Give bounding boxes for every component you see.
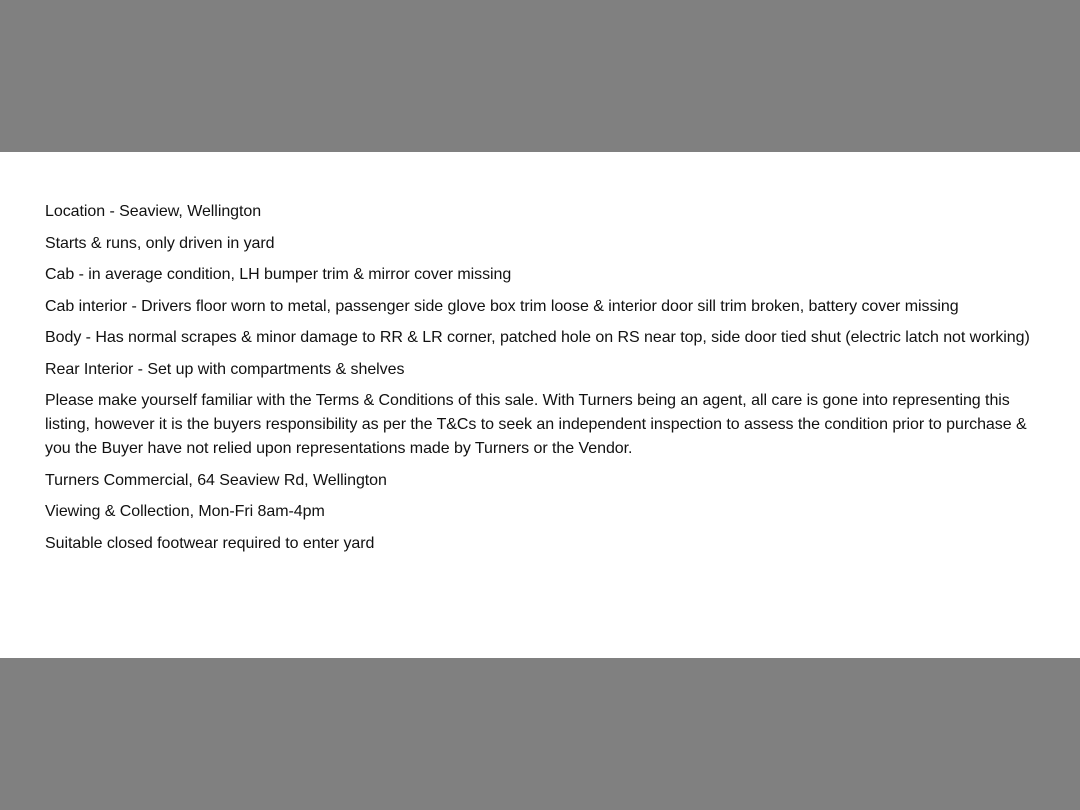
location-line: Location - Seaview, Wellington — [45, 203, 262, 220]
seller-address-line: Turners Commercial, 64 Seaview Rd, Wellington — [45, 471, 387, 489]
bottom-gray-band — [0, 658, 1080, 810]
cab-condition-line: Cab - in average condition, LH bumper trim & mirror cover missing — [45, 266, 512, 283]
listing-description-panel — [0, 152, 1080, 658]
terms-notice-paragraph: Please make yourself familiar with the Terms & Conditions of this sale. With Turners being an agent, all care is gone into representing this listing, however it is the buyers responsibility as per the T&Cs to seek an independent inspection to assess the condition prior to purchase & you the Buyer have not relied upon representations made by Turners or the Vendor. — [45, 392, 1027, 457]
viewing-hours-line: Viewing & Collection, Mon-Fri 8am-4pm — [45, 503, 325, 520]
footwear-notice-line: Suitable closed footwear required to enter yard — [45, 534, 375, 552]
cab-interior-line: Cab interior - Drivers floor worn to metal, passenger side glove box trim loose & interior door sill trim broken, battery cover missing — [45, 297, 959, 315]
top-gray-band — [0, 0, 1080, 152]
rear-interior-line: Rear Interior - Set up with compartments & shelves — [45, 360, 405, 378]
body-condition-line: Body - Has normal scrapes & minor damage to RR & LR corner, patched hole on RS near top, side door tied shut (electric latch not working) — [45, 329, 1030, 346]
running-condition-line: Starts & runs, only driven in yard — [45, 234, 275, 252]
